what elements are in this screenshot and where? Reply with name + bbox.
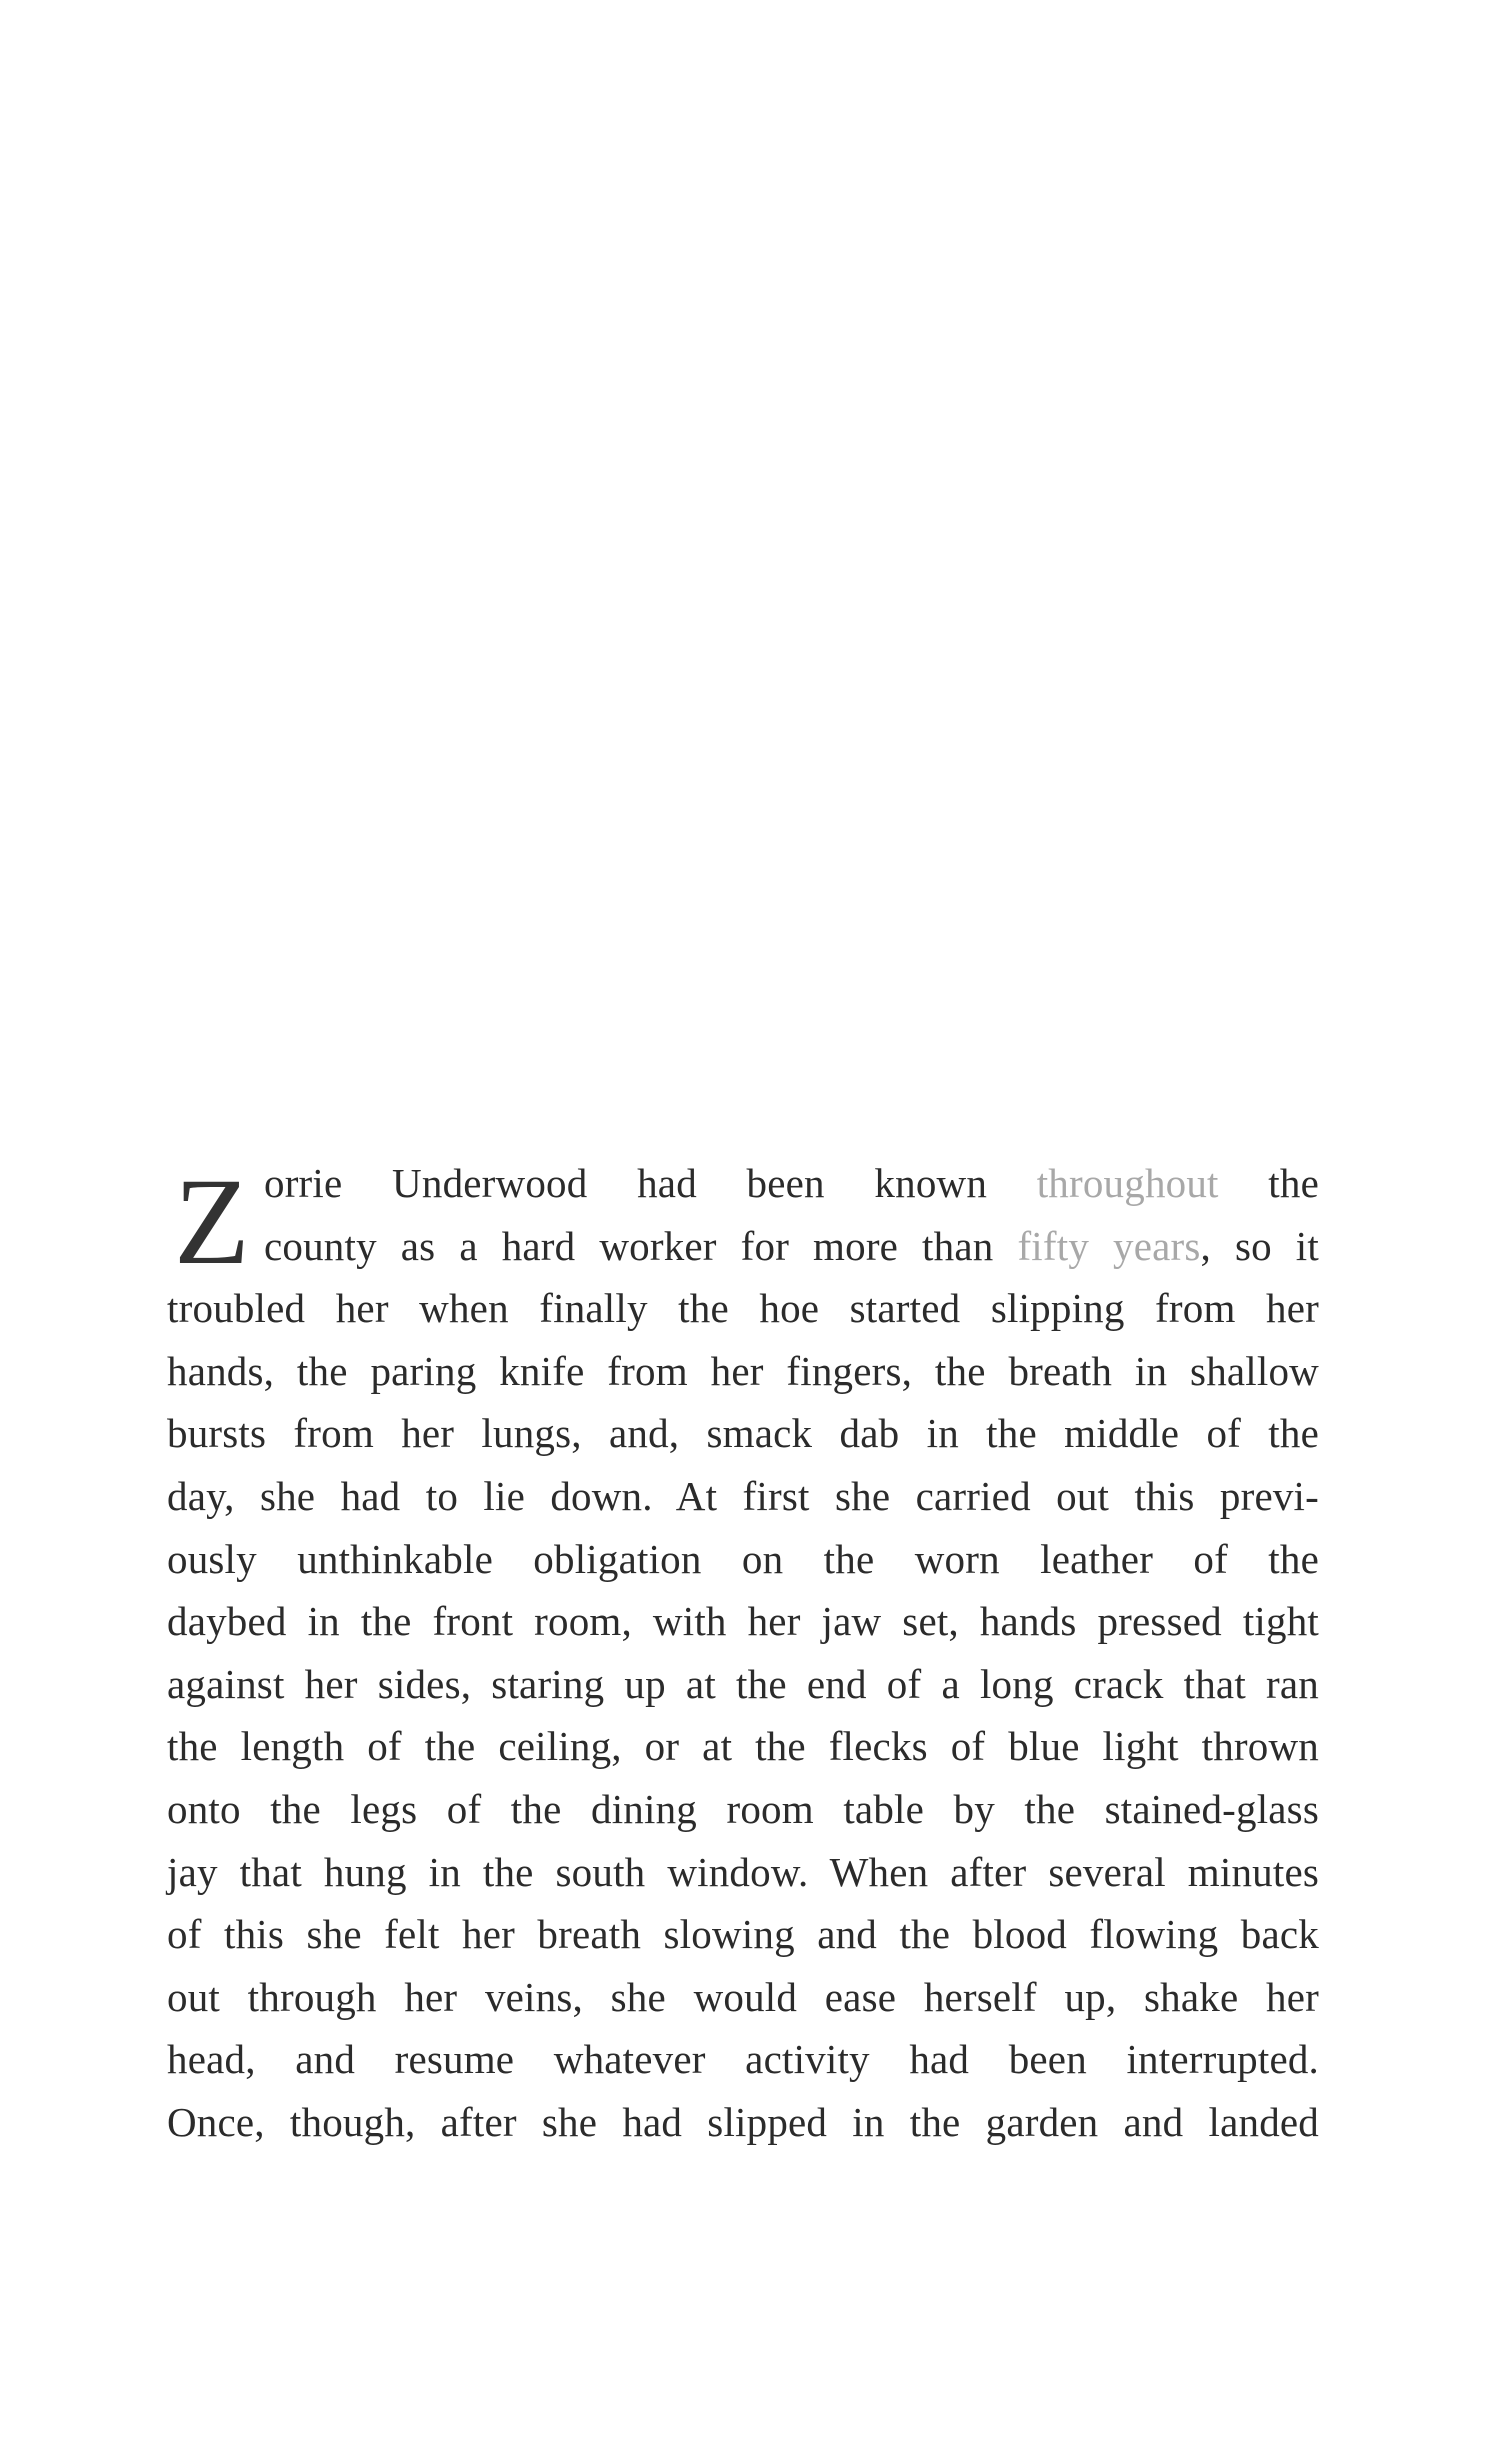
text-line-10: the length of the ceiling, or at the flecks of blue light thrown — [167, 1723, 1319, 1770]
text-line-13: of this she felt her breath slowing and the blood flowing back — [167, 1911, 1319, 1958]
text-line-9: against her sides, staring up at the end of a long crack that ran — [167, 1660, 1319, 1707]
body-text — [167, 1152, 1319, 2154]
text-line-15: head, and resume whatever activity had been interrupted. — [167, 2036, 1319, 2083]
text-line-2: county as a hard worker for more than fifty years, so it — [264, 1222, 1319, 1269]
text-line-14: out through her veins, she would ease herself up, shake her — [167, 1973, 1319, 2020]
drop-cap: Z — [174, 1153, 250, 1290]
drop-cap-lines — [167, 1152, 1319, 1290]
text-line-11: onto the legs of the dining room table by the stained-glass — [167, 1785, 1319, 1832]
text-line-6: day, she had to lie down. At first she carried out this previ- — [167, 1472, 1319, 1519]
text-line-5: bursts from her lungs, and, smack dab in the middle of the — [167, 1410, 1319, 1457]
text-line-7: ously unthinkable obligation on the worn leather of the — [167, 1535, 1319, 1582]
text-line-3: troubled her when finally the hoe started slipping from her — [167, 1285, 1319, 1332]
text-line-16: Once, though, after she had slipped in the garden and landed — [167, 2098, 1319, 2145]
text-line-1: orrie Underwood had been known throughout the — [264, 1160, 1319, 1206]
text-line-8: daybed in the front room, with her jaw set, hands pressed tight — [167, 1598, 1319, 1645]
text-line-4: hands, the paring knife from her fingers, the breath in shallow — [167, 1347, 1319, 1394]
text-line-12: jay that hung in the south window. When after several minutes — [167, 1848, 1319, 1895]
